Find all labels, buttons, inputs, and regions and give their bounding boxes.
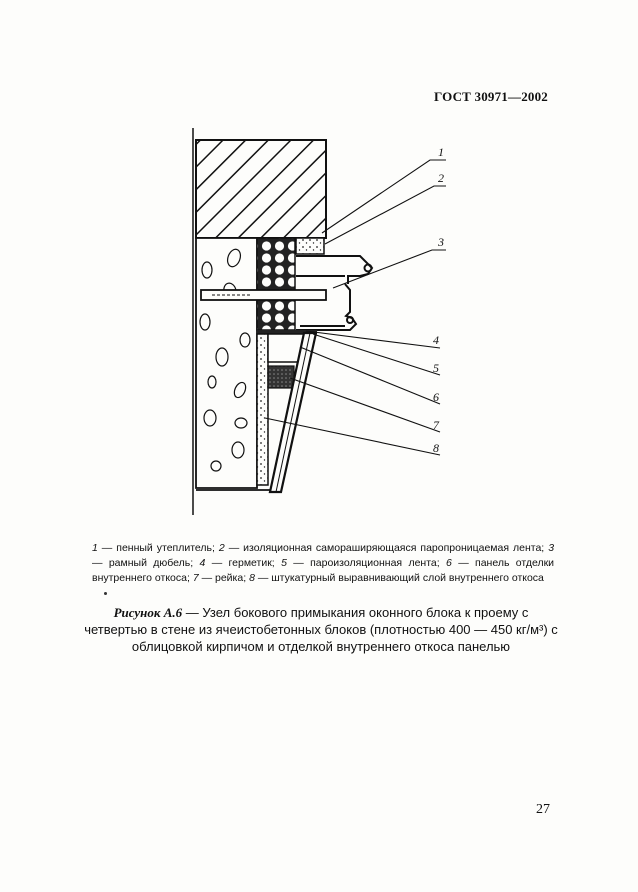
legend-num: 7 (192, 572, 199, 584)
brick-cladding (196, 140, 326, 238)
expanding-tape (296, 238, 324, 254)
caption-label: Рисунок А.6 (113, 605, 183, 620)
page-number: 27 (536, 802, 550, 817)
legend-num: 5 (281, 557, 287, 569)
frame-dowel (201, 290, 326, 300)
legend-text: штукатурный выравнивающий слой внутреннего откоса (271, 572, 544, 584)
legend-text: герметик; (228, 557, 275, 569)
legend-text: пароизоляционная лента; (310, 557, 440, 569)
slat (268, 366, 294, 388)
legend-num: 3 (548, 542, 555, 554)
figure-legend: 1 — пенный утеплитель; 2 — изоляционная самораширяющаяся паропроницаемая лента; 3 — рамный дюбель; 4 — герметик; 5 — пароизоляционная лента; 6 — панель отделки внутреннего откоса; 7 — рейка; 8 — штукатурный выравнивающий слой внутреннего откоса (92, 542, 555, 584)
callout-number: 6 (433, 390, 439, 404)
bullet-dot (104, 592, 107, 595)
legend-num: 2 (218, 542, 225, 554)
legend-num: 6 (446, 557, 452, 569)
legend-num: 1 (92, 542, 98, 554)
legend-text: изоляционная самораширяющаяся паропроницаемая лента; (243, 542, 545, 554)
callout-number: 5 (433, 361, 439, 375)
callout-number: 4 (433, 333, 439, 347)
callout-number: 1 (438, 145, 444, 159)
standard-header: ГОСТ 30971—2002 (433, 89, 548, 104)
callout-number: 2 (438, 171, 444, 185)
legend-text: рамный дюбель; (108, 557, 194, 569)
legend-text: пенный утеплитель; (116, 542, 215, 554)
legend-num: 4 (199, 557, 206, 569)
legend-text: панель отделки внутреннего откоса; (92, 557, 555, 584)
callout-number: 7 (433, 418, 439, 432)
foam-insulation (257, 238, 295, 330)
figure-caption: Рисунок А.6 — Узел бокового примыкания оконного блока к проему с четвертью в стене из ячеистобетонных блоков (плотностью 400 — 450 кг/м³) с облицовкой кирпичом и отделкой внутреннего откоса панелью (84, 605, 558, 654)
legend-text: рейка; (215, 572, 247, 584)
caption-text: Узел бокового примыкания оконного блока к проему с четвертью в стене из ячеистобетонных блоков (плотностью 400 — 450 кг/м³) с облицовкой кирпичом и отделкой внутреннего откоса панелью (84, 605, 558, 654)
aerated-concrete-wall (196, 238, 257, 488)
callout-number: 3 (438, 235, 444, 249)
legend-num: 8 (249, 572, 255, 584)
callout-number: 8 (433, 441, 439, 455)
plaster-layer (257, 334, 268, 485)
